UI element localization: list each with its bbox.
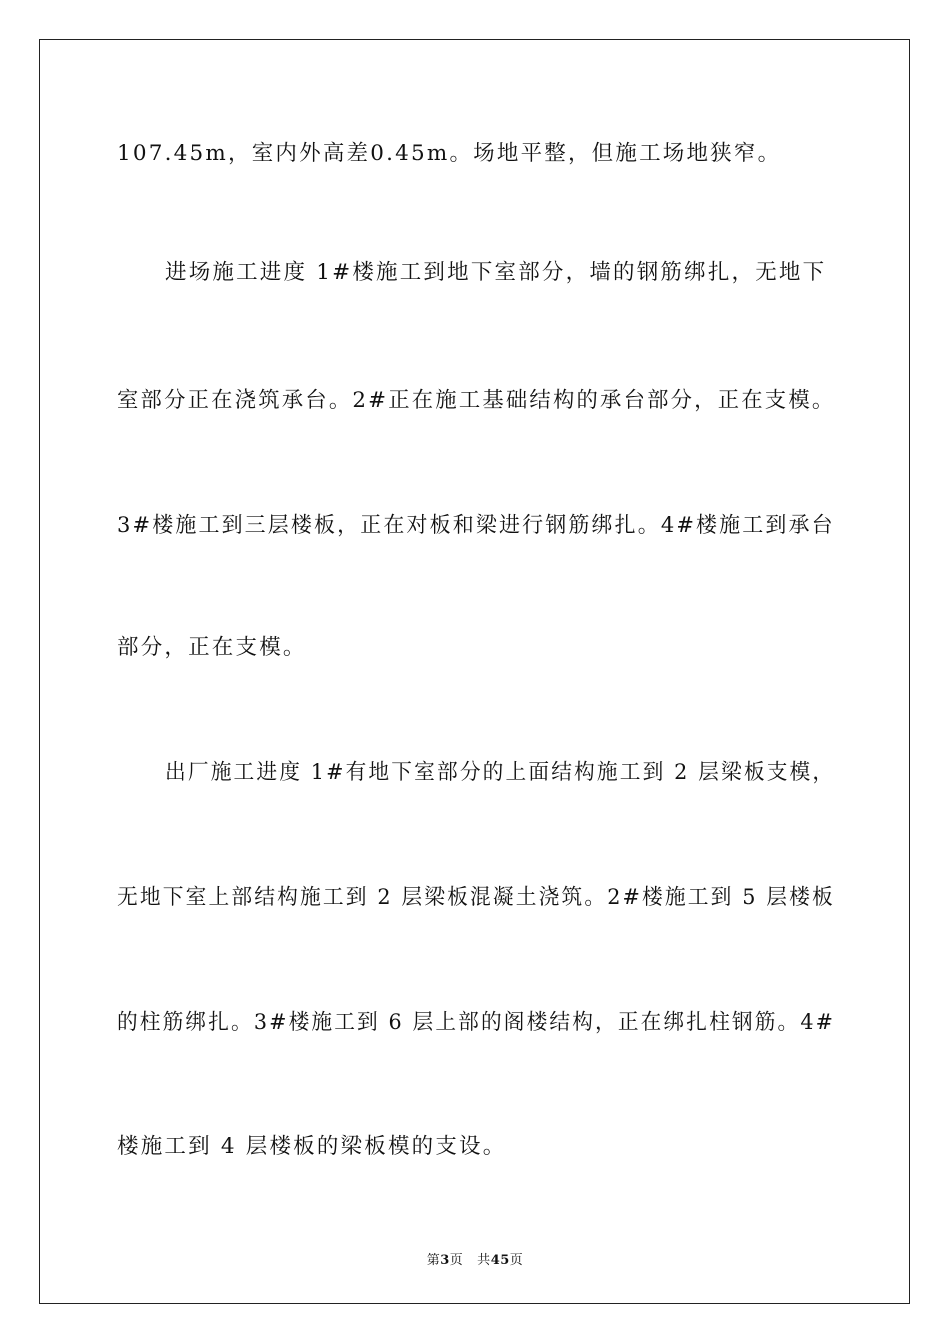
- text-line-9: 楼施工到 4 层楼板的梁板模的支设。: [117, 1134, 507, 1159]
- total-suffix: 页: [509, 1253, 524, 1268]
- page-border: [39, 39, 910, 1304]
- text-line-4: 3#楼施工到三层楼板，正在对板和梁进行钢筋绑扎。4#楼施工到承台: [117, 513, 835, 538]
- text-line-2: 进场施工进度 1#楼施工到地下室部分，墙的钢筋绑扎，无地下: [165, 260, 827, 285]
- total-pages: 45: [490, 1253, 510, 1268]
- text-line-8: 的柱筋绑扎。3#楼施工到 6 层上部的阁楼结构，正在绑扎柱钢筋。4#: [117, 1010, 836, 1035]
- text-line-3: 室部分正在浇筑承台。2#正在施工基础结构的承台部分，正在支模。: [117, 388, 836, 413]
- text-line-7: 无地下室上部结构施工到 2 层梁板混凝土浇筑。2#楼施工到 5 层楼板: [117, 885, 835, 910]
- page-suffix: 页: [449, 1253, 464, 1268]
- page-footer: [0, 1249, 950, 1268]
- total-prefix: 共: [477, 1253, 491, 1268]
- text-line-1: 107.45m，室内外高差0.45m。场地平整，但施工场地狭窄。: [117, 141, 782, 166]
- page-prefix: 第: [426, 1253, 441, 1268]
- text-line-6: 出厂施工进度 1#有地下室部分的上面结构施工到 2 层梁板支模，: [165, 760, 836, 785]
- text-line-5: 部分，正在支模。: [117, 635, 307, 660]
- page-number: 3: [440, 1253, 450, 1268]
